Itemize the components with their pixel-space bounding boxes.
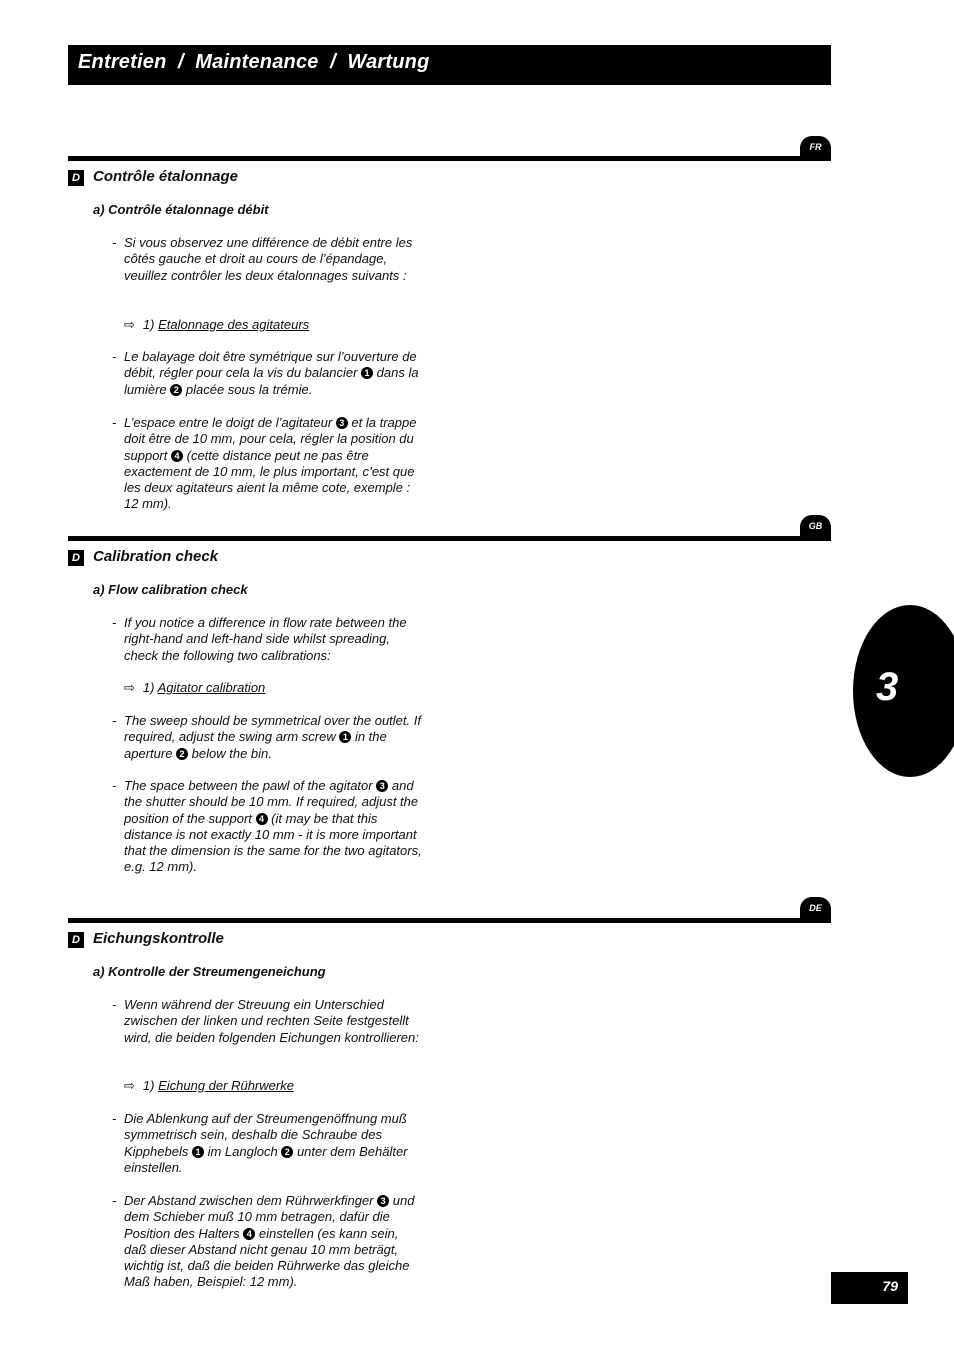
bullet-dash: - — [112, 615, 117, 630]
callout-1-icon: 1 — [339, 731, 351, 743]
list-item-fr-1 — [112, 235, 422, 284]
list-item-fr-2 — [112, 349, 422, 398]
bullet-dash: - — [112, 713, 117, 728]
section-rule-de — [68, 918, 831, 923]
item-text: im Langloch — [207, 1143, 278, 1159]
section-marker-fr: D — [68, 170, 84, 186]
list-item-de-1 — [112, 997, 422, 1046]
item-text: Si vous observez une différence de débit entre les côtés gauche et droit au cours de l’épandage, veuillez contrôler les deux étalonnages suivants : — [124, 235, 413, 283]
bullet-dash: - — [112, 1111, 117, 1126]
list-item-gb-2 — [112, 713, 422, 762]
chapter-number: 3 — [876, 665, 899, 709]
callout-1-icon: 1 — [361, 367, 373, 379]
callout-2-icon: 2 — [176, 748, 188, 760]
list-item-fr-3 — [112, 415, 422, 513]
arrow-right-icon: ⇨ — [124, 1078, 135, 1093]
section-title-gb: Calibration check — [93, 548, 219, 565]
section-title-de: Eichungskontrolle — [93, 930, 224, 947]
list-item-gb-3 — [112, 778, 422, 876]
item-text: Die Ablenkung auf der Streumengenöffnung muß symmetrisch sein, deshalb die Schraube des Kipphebels — [124, 1111, 407, 1159]
lang-tab-gb: GB — [800, 515, 831, 538]
lang-tab-fr: FR — [800, 136, 831, 159]
item-text: placée sous la trémie. — [185, 381, 313, 397]
callout-2-icon: 2 — [281, 1146, 293, 1158]
ref-link-de[interactable]: Eichung der Rührwerke — [158, 1078, 294, 1093]
section-title-fr: Contrôle étalonnage — [93, 168, 239, 185]
item-text: If you notice a difference in flow rate between the right-hand and left-hand side whilst spreading, check the following two calibrations: — [124, 615, 407, 663]
bullet-dash: - — [112, 415, 117, 430]
ref-link-gb[interactable]: Agitator calibration — [157, 680, 266, 695]
item-text: (cette distance peut ne pas être exactement de 10 mm, le plus important, c’est que les deux agitateurs aient la même cote, exemple : 12 mm). — [124, 447, 415, 512]
item-text: in the aperture — [124, 729, 387, 761]
callout-4-icon: 4 — [171, 450, 183, 462]
subsection-title-fr: a) Contrôle étalonnage débit — [93, 202, 269, 217]
ref-number: 1) — [142, 680, 155, 695]
item-text: einstellen (es kann sein, daß dieser Abstand nicht genau 10 mm beträgt, wichtig ist, daß die beiden Rührwerke das gleiche Maß haben, Beispiel: 12 mm). — [124, 1225, 410, 1290]
list-item-gb-1 — [112, 615, 422, 664]
item-text: unter dem Behälter einstellen. — [124, 1143, 408, 1175]
ref-link-fr[interactable]: Etalonnage des agitateurs — [158, 317, 310, 332]
page-title: Entretien / Maintenance / Wartung — [78, 51, 430, 73]
lang-tab-de: DE — [800, 897, 831, 920]
ref-number: 1) — [142, 317, 155, 332]
section-rule-gb — [68, 536, 831, 541]
subsection-title-de: a) Kontrolle der Streumengeneichung — [93, 964, 326, 979]
page-number: 79 — [882, 1278, 898, 1294]
item-text: dans la lumière — [124, 365, 419, 397]
header-bar — [68, 45, 831, 85]
item-text: und dem Schieber muß 10 mm betragen, dafür die Position des Halters — [124, 1193, 415, 1241]
callout-2-icon: 2 — [170, 384, 182, 396]
item-text: Der Abstand zwischen dem Rührwerkfinger — [124, 1193, 374, 1208]
reference-de — [124, 1078, 294, 1094]
page-number-box — [831, 1272, 908, 1304]
section-marker-de: D — [68, 932, 84, 948]
callout-1-icon: 1 — [192, 1146, 204, 1158]
reference-gb — [124, 680, 265, 696]
ref-number: 1) — [142, 1078, 155, 1093]
item-text: Wenn während der Streuung ein Unterschied zwischen der linken und rechten Seite festgestellt wird, die beiden folgenden Eichungen kontrollieren: — [124, 997, 419, 1045]
bullet-dash: - — [112, 997, 117, 1012]
bullet-dash: - — [112, 778, 117, 793]
bullet-dash: - — [112, 1193, 117, 1208]
callout-3-icon: 3 — [336, 417, 348, 429]
item-text: (it may be that this distance is not exactly 10 mm - it is more important that the dimension is the same for the two agitators, e.g. 12 mm). — [124, 810, 422, 875]
item-text: The space between the pawl of the agitator — [124, 778, 373, 793]
chapter-tab — [853, 605, 954, 777]
callout-4-icon: 4 — [256, 813, 268, 825]
item-text: L’espace entre le doigt de l’agitateur — [124, 415, 333, 430]
arrow-right-icon: ⇨ — [124, 680, 135, 695]
callout-3-icon: 3 — [377, 1195, 389, 1207]
subsection-title-gb: a) Flow calibration check — [93, 582, 248, 597]
reference-fr — [124, 317, 309, 333]
item-text: The sweep should be symmetrical over the outlet. If required, adjust the swing arm screw — [124, 713, 421, 745]
item-text: below the bin. — [191, 745, 272, 761]
item-text: et la trappe doit être de 10 mm, pour cela, régler la position du support — [124, 415, 417, 463]
section-rule-fr — [68, 156, 831, 161]
callout-4-icon: 4 — [243, 1228, 255, 1240]
bullet-dash: - — [112, 349, 117, 364]
item-text: and the shutter should be 10 mm. If required, adjust the position of the support — [124, 778, 419, 826]
callout-3-icon: 3 — [376, 780, 388, 792]
list-item-de-2 — [112, 1111, 422, 1176]
list-item-de-3 — [112, 1193, 422, 1291]
item-text: Le balayage doit être symétrique sur l’ouverture de débit, régler pour cela la vis du balancier — [124, 349, 417, 381]
arrow-right-icon: ⇨ — [124, 317, 135, 332]
section-marker-gb: D — [68, 550, 84, 566]
bullet-dash: - — [112, 235, 117, 250]
